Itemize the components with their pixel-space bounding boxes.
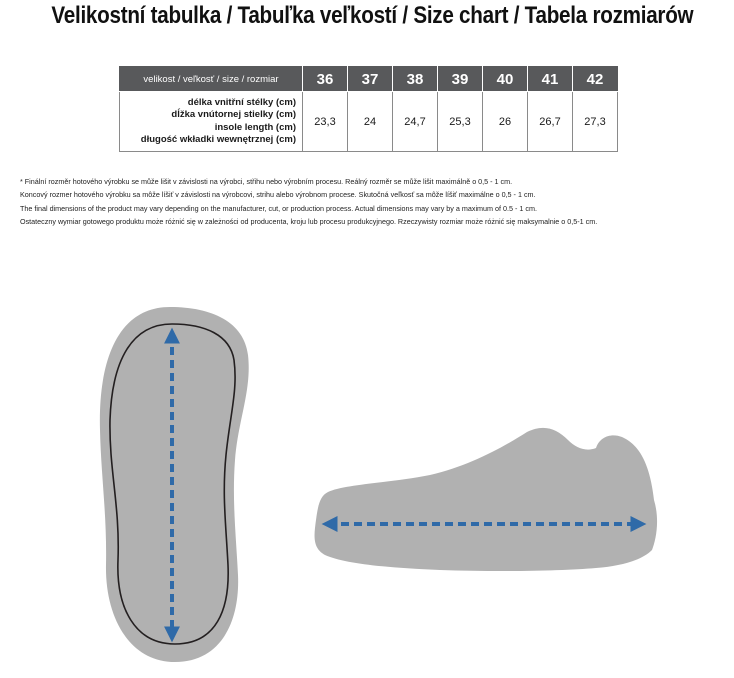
size-header-cell: 38 <box>393 67 438 92</box>
insole-icon <box>100 307 249 662</box>
insole-length-value: 24,7 <box>393 92 438 152</box>
page-title: Velikostní tabulka / Tabuľka veľkostí / Size chart / Tabela rozmiarów <box>51 2 694 29</box>
shoe-icon <box>315 428 658 571</box>
row-label-line-en: insole length (cm) <box>214 121 296 133</box>
row-label-line-pl: długość wkładki wewnętrznej (cm) <box>140 134 296 145</box>
size-header-cell: 37 <box>348 67 393 92</box>
note-line-en: The final dimensions of the product may vary depending on the manufacturer, cut, or production process. Actual dimensions may vary by a maximum of 0.5 - 1 cm. <box>20 203 537 213</box>
row-label-line-cz: délka vnitřní stélky (cm) <box>187 96 296 108</box>
insole-length-value: 23,3 <box>303 92 348 152</box>
shoe-silhouette <box>315 428 658 571</box>
size-header-cell: 42 <box>573 67 618 92</box>
size-header-label: velikost / veľkosť / size / rozmiar <box>120 67 303 92</box>
size-header-cell: 36 <box>303 67 348 92</box>
note-line-pl: Ostateczny wymiar gotowego produktu może różnić się w zależności od producenta, kroju lub procesu produkcyjnego. Rzeczywisty rozmiar może różnić się maksymalnie o 0,5-1 cm. <box>20 217 598 227</box>
note-line-cz: * Finální rozměr hotového výrobku se může lišit v závislosti na výrobci, střihu nebo výrobním procesu. Reálný rozměr se může lišit maximálně o 0,5 - 1 cm. <box>20 177 513 186</box>
note-line-sk: Koncový rozmer hotového výrobku sa môže líšiť v závislosti na výrobcovi, strihu alebo výrobnom procese. Skutočná veľkosť sa môže líšiť maximálne o 0,5 - 1 cm. <box>20 190 536 200</box>
insole-length-value: 26,7 <box>528 92 573 152</box>
size-header-cell: 41 <box>528 67 573 92</box>
row-label-line-sk: dĺžka vnútornej stielky (cm) <box>171 109 296 120</box>
insole-length-value: 24 <box>348 92 393 152</box>
size-header-cell: 40 <box>483 67 528 92</box>
insole-silhouette <box>100 307 249 662</box>
insole-length-value: 26 <box>483 92 528 152</box>
insole-length-value: 25,3 <box>438 92 483 152</box>
insole-length-value: 27,3 <box>573 92 618 152</box>
size-header-cell: 39 <box>438 67 483 92</box>
